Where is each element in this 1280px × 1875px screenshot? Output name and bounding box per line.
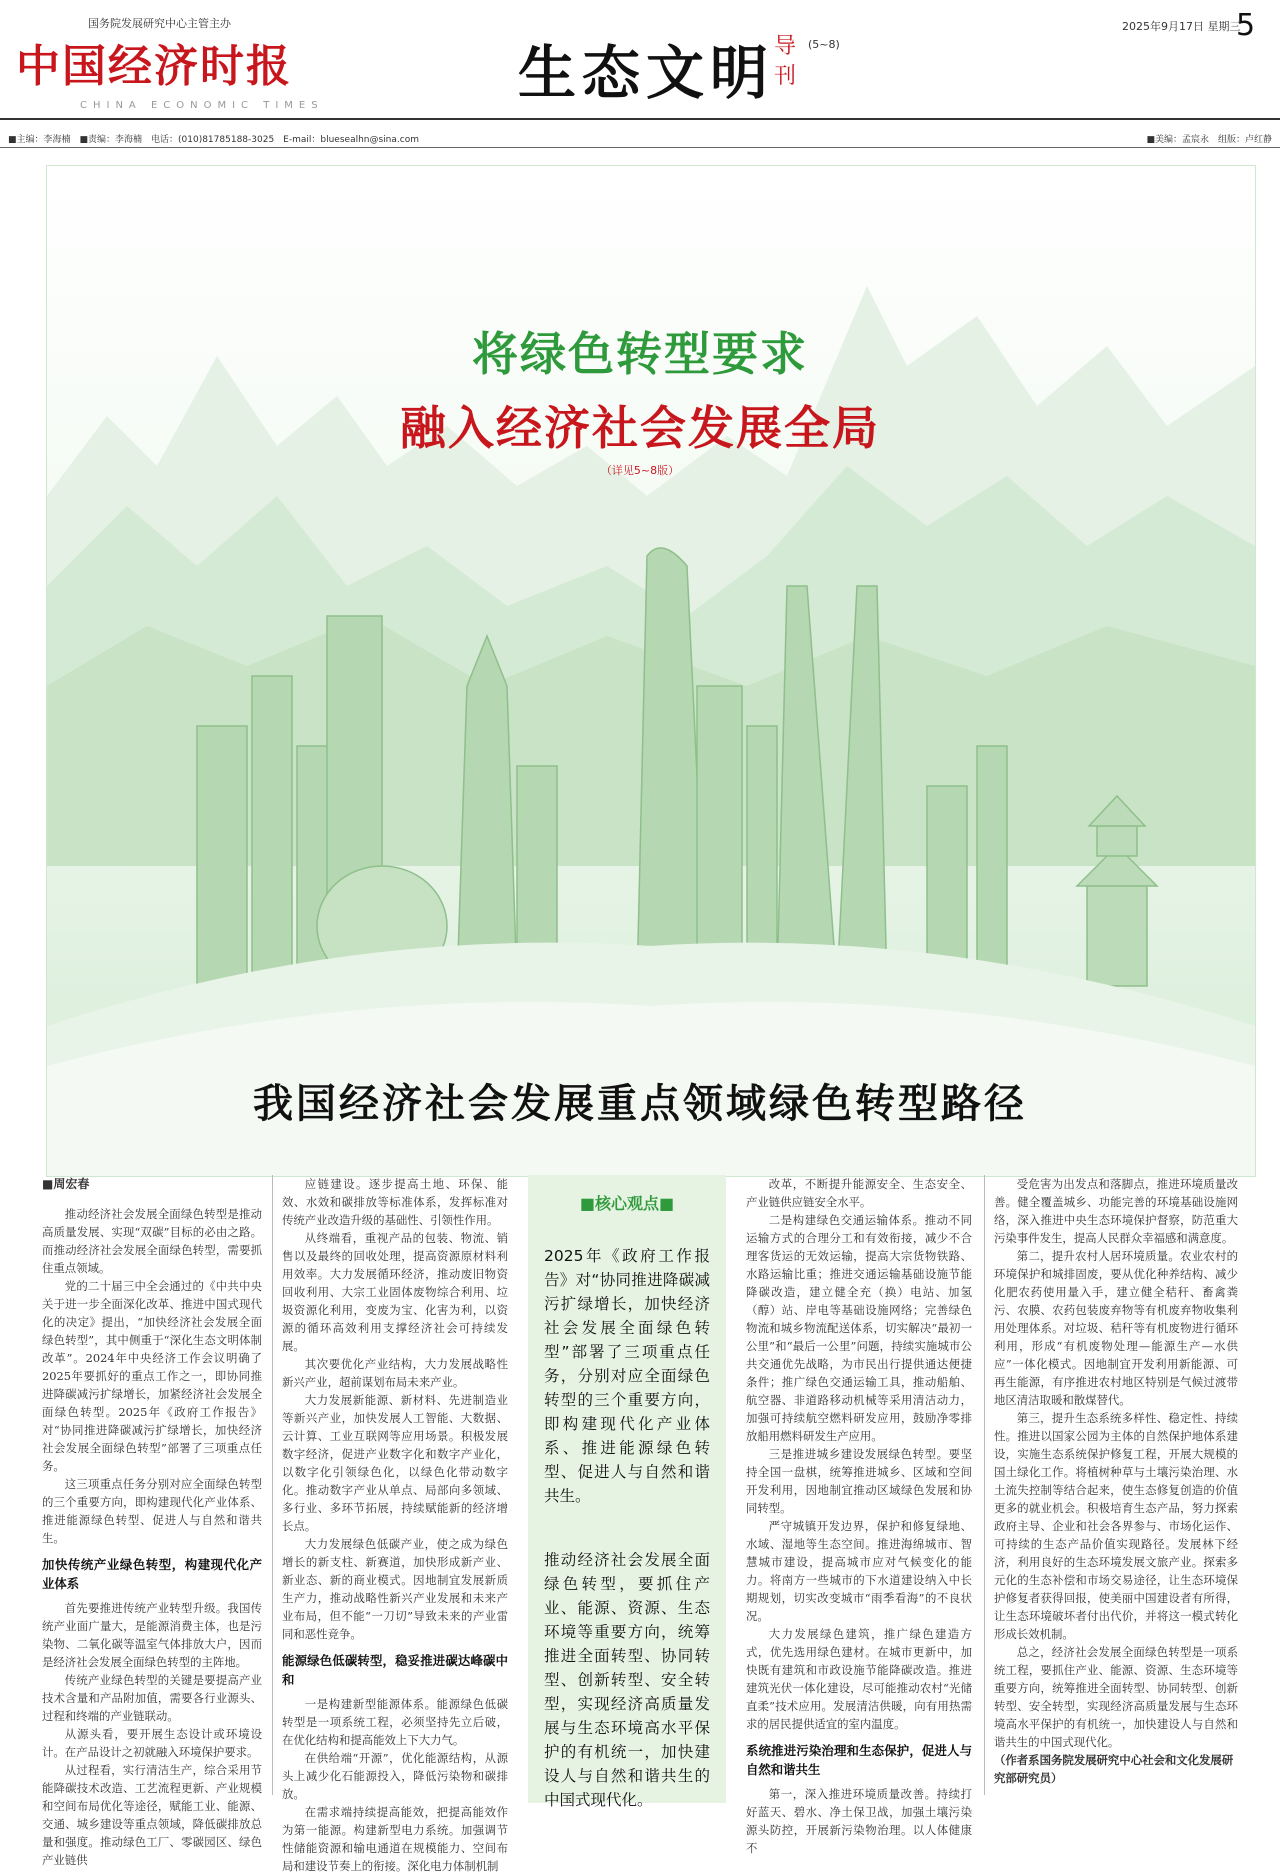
banner-illustration bbox=[46, 165, 1256, 1177]
paragraph: 受危害为出发点和落脚点，推进环境质量改善。健全覆盖城乡、功能完善的环境基础设施网络，深入推进中央生态环境保护督察，防范重大污染事件发生，提高人民群众幸福感和满意度。 bbox=[994, 1177, 1238, 1245]
paragraph: 应链建设。逐步提高土地、环保、能效、水效和碳排放等标准体系，发挥标准对传统产业改造升级的基础性、引领性作用。 bbox=[282, 1177, 508, 1227]
paragraph: 第一，深入推进环境质量改善。持续打好蓝天、碧水、净土保卫战，加强土壤污染源头防控，开展新污染物治理。以人体健康不 bbox=[746, 1787, 972, 1855]
paragraph: 第二，提升农村人居环境质量。农业农村的环境保护和城排固废，要从优化种养结构、减少化肥农药使用量入手，建立健全秸秆、畜禽粪污、农膜、农药包装废弃物等有机废弃物收集利用处理体系。对垃圾、秸秆等有机废物进行循环利用，形成“有机废物处理—能源生产—水供应”一体化模式。因地制宜开发利用新能源、可再生能源，有序推进农村地区特别是气候过渡带地区清洁取暖和散煤替代。 bbox=[994, 1249, 1238, 1407]
paragraph: 总之，经济社会发展全面绿色转型是一项系统工程，要抓住产业、能源、资源、生态环境等重要方向，统筹推进全面转型、协同转型、创新转型、安全转型，实现经济高质量发展与生态环境高水平保护的有机统一，加快建设人与自然和谐共生的中国式现代化。 bbox=[994, 1645, 1238, 1749]
paragraph: 严守城镇开发边界，保护和修复绿地、水域、湿地等生态空间。推进海绵城市、智慧城市建设，提高城市应对气候变化的能力。将南方一些城市的下水道建设纳入中长期规划，切实改变城市“雨季看海”的不良状况。 bbox=[746, 1519, 972, 1623]
article-column-2 bbox=[282, 1175, 508, 1875]
core-viewpoint-label: ■核心观点■ bbox=[579, 1194, 675, 1213]
section-title: 生态文明 bbox=[518, 39, 775, 107]
credits-rule bbox=[0, 147, 1280, 148]
section-guide-label: 导刊 bbox=[774, 34, 797, 89]
paragraph: 在需求端持续提高能效，把提高能效作为第一能源。构建新型电力系统。加强调节性储能资源和输电通道在规模能力、空间布局和建设节奏上的衔接。深化电力体制机制 bbox=[282, 1805, 508, 1873]
paragraph: 改革，不断提升能源安全、生态安全、产业链供应链安全水平。 bbox=[746, 1177, 972, 1209]
banner-headline-line1: 将绿色转型要求 bbox=[472, 327, 808, 381]
section-heading: 能源绿色低碳转型，稳妥推进碳达峰碳中和 bbox=[282, 1653, 508, 1687]
paragraph: 从源头看，要开展生态设计或环境设计。在产品设计之初就融入环境保护要求。 bbox=[42, 1727, 262, 1759]
paragraph: 第三，提升生态系统多样性、稳定性、持续性。推进以国家公园为主体的自然保护地体系建设，实施生态系统保护修复工程，开展大规模的国土绿化工作。将植树种草与土壤污染治理、水土流失控制等结合起来，使生态修复创造的价值更多的就业机会。积极培育生态产品，努力探索政府主导、企业和社会各界参与、市场化运作、可持续的生态产品价值实现路径。发展林下经济，利用良好的生态环境发展文旅产业。探索多元化的生态补偿和市场交易途径，让生态环境保护修复者获得回报，使美丽中国建设者有所得，让生态环境破坏者付出代价，并将这一模式转化形成长效机制。 bbox=[994, 1411, 1238, 1641]
column-divider bbox=[984, 1175, 985, 1795]
newspaper-logo: 中国经济时报 bbox=[16, 41, 292, 92]
newspaper-logo-english: CHINA ECONOMIC TIMES bbox=[80, 100, 324, 111]
core-viewpoint-text-2: 推动经济社会发展全面绿色转型，要抓住产业、能源、资源、生态环境等重要方向，统筹推进全面转型、协同转型、创新转型、安全转型，实现经济高质量发展与生态环境高水平保护的有机统一，加快建设人与自然和谐共生的中国式现代化。 bbox=[544, 1551, 710, 1809]
editor-credits: ■主编：李海楠 ■责编：李海楠 电话：(010)81785188-3025 E-mail：bluesealhn@sina.com bbox=[8, 135, 419, 145]
paragraph: 传统产业绿色转型的关键是要提高产业技术含量和产品附加值，需要各行业源头、过程和终端的产业链联动。 bbox=[42, 1673, 262, 1723]
paragraph: 推动经济社会发展全面绿色转型是推动高质量发展、实现“双碳”目标的必由之路。而推动经济社会发展全面绿色转型，需要抓住重点领域。 bbox=[42, 1207, 262, 1275]
article-title: 我国经济社会发展重点领域绿色转型路径 bbox=[253, 1080, 1027, 1127]
banner-headline-line2: 融入经济社会发展全局 bbox=[400, 401, 880, 455]
section-heading: 加快传统产业绿色转型，构建现代化产业体系 bbox=[42, 1557, 262, 1591]
author-note: （作者系国务院发展研究中心社会和文化发展研究部研究员） bbox=[994, 1753, 1234, 1785]
column-divider bbox=[272, 1175, 273, 1795]
design-credits: ■美编：孟宸永 组版：卢红静 bbox=[1146, 135, 1272, 145]
issue-date: 2025年9月17日 星期三 bbox=[1122, 20, 1241, 33]
paragraph: 在供给端“开源”，优化能源结构，从源头上减少化石能源投入，降低污染物和碳排放。 bbox=[282, 1751, 508, 1801]
paragraph: 一是构建新型能源体系。能源绿色低碳转型是一项系统工程，必须坚持先立后破，在优化结构和提高能效上下大力气。 bbox=[282, 1697, 508, 1747]
sponsor-line: 国务院发展研究中心主管主办 bbox=[88, 17, 231, 30]
paragraph: 党的二十届三中全会通过的《中共中央关于进一步全面深化改革、推进中国式现代化的决定》提出，“加快经济社会发展全面绿色转型”，其中侧重于“深化生态文明体制改革”。2024年中央经济工作会议明确了2025年要抓好的重点工作之一，即协同推进降碳减污扩绿增长，加紧经济社会发展全面绿色转型。2025年《政府工作报告》对“协同推进降碳减污扩绿增长，加快经济社会发展全面绿色转型”部署了三项重点任务。 bbox=[42, 1279, 262, 1473]
paragraph: 大力发展绿色低碳产业，使之成为绿色增长的新支柱、新赛道，加快形成新产业、新业态、新的商业模式。因地制宜发展新质生产力，推动战略性新兴产业发展和未来产业布局，但不能“一刀切”导致未来的产业雷同和恶性竞争。 bbox=[282, 1537, 508, 1641]
page-number: 5 bbox=[1236, 8, 1256, 43]
header-rule bbox=[0, 118, 1280, 120]
paragraph: 从过程看，实行清洁生产，综合采用节能降碳技术改造、工艺流程更新、产业规模和空间布局优化等途径，赋能工业、能源、交通、城乡建设等重点领域，降低碳排放总量和强度。推动绿色工厂、零碳园区、绿色产业链供 bbox=[42, 1763, 262, 1867]
banner-page-reference: （详见5~8版） bbox=[600, 464, 680, 477]
paragraph: 三是推进城乡建设发展绿色转型。要坚持全国一盘棋，统筹推进城乡、区域和空间开发利用，因地制宜推动区域绿色发展和协同转型。 bbox=[746, 1447, 972, 1515]
paragraph: 其次要优化产业结构，大力发展战略性新兴产业，超前谋划布局未来产业。 bbox=[282, 1357, 508, 1389]
core-viewpoint-text-1: 2025年《政府工作报告》对“协同推进降碳减污扩绿增长，加快经济社会发展全面绿色转型”部署了三项重点任务，分别对应全面绿色转型的三个重要方向，即构建现代化产业体系、推进能源绿色转型、促进人与自然和谐共生。 bbox=[544, 1247, 710, 1505]
paragraph: 大力发展新能源、新材料、先进制造业等新兴产业，加快发展人工智能、大数据、云计算、工业互联网等应用场景。积极发展数字经济，促进产业数字化和数字产业化，以数字化引领绿色化，以绿色化带动数字化。推动数字产业从单点、局部向多领域、多行业、多环节拓展，持续赋能新的经济增长点。 bbox=[282, 1393, 508, 1533]
section-heading: 系统推进污染治理和生态保护，促进人与自然和谐共生 bbox=[746, 1743, 972, 1777]
article-column-3 bbox=[746, 1175, 972, 1857]
core-viewpoint-box bbox=[528, 1175, 726, 1809]
article-author: ■周宏春 bbox=[42, 1177, 90, 1191]
paragraph: 首先要推进传统产业转型升级。我国传统产业面广量大，是能源消费主体，也是污染物、二氧化碳等温室气体排放大户，因而是经济社会发展全面绿色转型的主阵地。 bbox=[42, 1601, 262, 1669]
paragraph: 这三项重点任务分别对应全面绿色转型的三个重要方向，即构建现代化产业体系、推进能源绿色转型、促进人与自然和谐共生。 bbox=[42, 1477, 262, 1545]
paragraph: 二是构建绿色交通运输体系。推动不同运输方式的合理分工和有效衔接，减少不合理客货运的无效运输，提高大宗货物铁路、水路运输比重；推进交通运输基础设施节能降碳改造，建立健全充（换）电站、加氢（醇）站、岸电等基础设施网络；完善绿色物流和城乡物流配送体系，切实解决“最初一公里”和“最后一公里”问题，持续实施城市公共交通优先战略，为市民出行提供通达便捷条件；推广绿色交通运输工具，推动船舶、航空器、非道路移动机械等采用清洁动力，加强可持续航空燃料研发应用，鼓励净零排放船用燃料研发生产应用。 bbox=[746, 1213, 972, 1443]
section-pages: (5~8) bbox=[808, 38, 840, 51]
paragraph: 从终端看，重视产品的包装、物流、销售以及最终的回收处理，提高资源原材料利用效率。大力发展循环经济，推动废旧物资回收利用、大宗工业固体废物综合利用、垃圾资源化利用，变废为宝、化害为利，以资源的循环高效利用支撑经济社会可持续发展。 bbox=[282, 1231, 508, 1353]
article-column-4 bbox=[994, 1175, 1238, 1787]
article-column-1 bbox=[42, 1175, 262, 1869]
paragraph: 大力发展绿色建筑，推广绿色建造方式，优先选用绿色建材。在城市更新中，加快既有建筑和市政设施节能降碳改造。推进建筑光伏一体化建设，尽可能推动农村“光储直柔”技术应用。发展清洁供暖，向有用热需求的居民提供适宜的室内温度。 bbox=[746, 1627, 972, 1731]
